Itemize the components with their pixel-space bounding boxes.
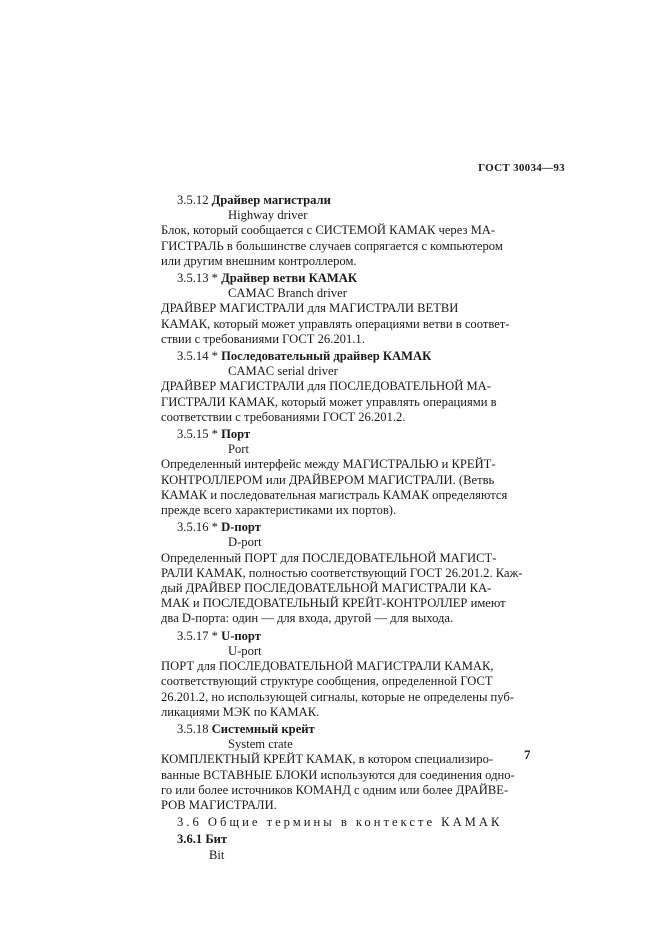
definition-line: РАЛИ КАМАК, полностью соответствующий ГОСТ 26.201.2. Каж- <box>161 565 523 580</box>
term-title: U-порт <box>221 628 261 643</box>
definition-line: ДРАЙВЕР МАГИСТРАЛИ для ПОСЛЕДОВАТЕЛЬНОЙ МА- <box>161 379 491 394</box>
term-definition <box>161 659 537 720</box>
term-heading <box>161 349 537 364</box>
definition-line: РОВ МАГИСТРАЛИ. <box>161 797 277 812</box>
term-title: Порт <box>221 427 251 442</box>
entry-3-5-13 <box>161 271 537 347</box>
section-number: 3.6 <box>177 815 202 830</box>
definition-line: Блок, который сообщается с СИСТЕМОЙ КАМАК через МА- <box>161 223 496 238</box>
term-definition <box>161 301 537 347</box>
definition-line: ДРАЙВЕР МАГИСТРАЛИ для МАГИСТРАЛИ ВЕТВИ <box>161 301 459 316</box>
term-number: 3.5.16 * <box>177 520 218 535</box>
term-number: 3.5.14 * <box>177 349 218 364</box>
definition-line: ГИСТРАЛЬ в большинстве случаев сопрягается с компьютером <box>161 238 503 253</box>
term-english: CAMAC serial driver <box>228 364 338 379</box>
term-number: 3.6.1 <box>177 832 203 847</box>
term-title: Драйвер магистрали <box>211 193 331 207</box>
term-number: 3.5.12 <box>177 193 209 207</box>
standard-code-header: ГОСТ 30034—93 <box>478 162 565 174</box>
term-title: D-порт <box>221 520 261 535</box>
entry-3-5-18 <box>161 722 537 813</box>
term-definition <box>161 457 537 518</box>
definition-line: два D-порта: один — для входа, другой — для выхода. <box>161 611 454 626</box>
entry-3-5-14 <box>161 349 537 425</box>
term-english: U-port <box>228 643 262 658</box>
definition-line: МАК и ПОСЛЕДОВАТЕЛЬНЫЙ КРЕЙТ-КОНТРОЛЛЕР имеют <box>161 596 506 611</box>
definition-line: соответствии с требованиями ГОСТ 26.201.2. <box>161 409 406 424</box>
term-number: 3.5.17 * <box>177 628 218 643</box>
term-english: CAMAC Branch driver <box>228 286 347 301</box>
definition-line: 26.201.2, но использующей сигналы, которые не определены пуб- <box>161 689 515 704</box>
definition-line: ГИСТРАЛИ КАМАК, который может управлять операциями в <box>161 394 497 409</box>
term-definition <box>161 551 537 627</box>
term-title: Системный крейт <box>211 721 315 736</box>
definition-line: Определенный интерфейс между МАГИСТРАЛЬЮ и КРЕЙТ- <box>161 457 496 472</box>
term-heading <box>161 271 537 286</box>
entry-3-5-12 <box>161 193 537 269</box>
entry-3-5-15 <box>161 427 537 518</box>
page-number: 7 <box>524 747 531 762</box>
definition-line: ванные ВСТАВНЫЕ БЛОКИ используются для соединения одно- <box>161 767 515 782</box>
term-number: 3.5.13 * <box>177 271 218 286</box>
term-english: Highway driver <box>228 208 308 223</box>
entry-3-6-1 <box>161 832 537 862</box>
definition-line: Определенный ПОРТ для ПОСЛЕДОВАТЕЛЬНОЙ МАГИСТ- <box>161 550 497 565</box>
term-heading <box>161 629 537 644</box>
entry-3-5-17 <box>161 629 537 720</box>
term-definition <box>161 223 537 269</box>
term-title: Бит <box>205 832 228 847</box>
text-column <box>161 191 537 863</box>
definition-line: соответствующий структуре сообщения, определенной ГОСТ <box>161 674 493 689</box>
term-english: D-port <box>228 535 262 550</box>
definition-line: или другим внешним контроллером. <box>161 253 357 268</box>
term-heading <box>161 722 537 737</box>
definition-line: ствии с требованиями ГОСТ 26.201.1. <box>161 331 365 346</box>
term-heading <box>161 427 537 442</box>
term-heading <box>161 832 537 847</box>
definition-line: ПОРТ для ПОСЛЕДОВАТЕЛЬНОЙ МАГИСТРАЛИ КАМАК, <box>161 659 494 674</box>
definition-line: го или более источников КОМАНД с одним или более ДРАЙВЕ- <box>161 782 509 797</box>
entry-3-5-16 <box>161 520 537 626</box>
term-number: 3.5.15 * <box>177 427 218 442</box>
term-english: Port <box>228 442 249 457</box>
term-heading <box>161 193 537 208</box>
definition-line: КОМПЛЕКТНЫЙ КРЕЙТ КАМАК, в котором специализиро- <box>161 752 494 767</box>
term-number: 3.5.18 <box>177 721 209 736</box>
term-heading <box>161 520 537 535</box>
definition-line: КАМАК и последовательная магистраль КАМАК определяются <box>161 487 508 502</box>
definition-line: дый ДРАЙВЕР ПОСЛЕДОВАТЕЛЬНОЙ МАГИСТРАЛИ КА- <box>161 581 492 596</box>
term-english: Bit <box>209 847 225 862</box>
section-title: Общие термины в контексте КАМАК <box>207 815 503 830</box>
term-title: Последовательный драйвер КАМАК <box>221 349 432 364</box>
section-heading-3-6 <box>161 815 537 830</box>
term-definition <box>161 379 537 425</box>
term-title: Драйвер ветви КАМАК <box>221 271 357 286</box>
definition-line: КАМАК, который может управлять операциями ветви в соответ- <box>161 316 510 331</box>
term-english: System crate <box>228 737 293 752</box>
term-definition <box>161 752 537 813</box>
definition-line: прежде всего характеристиками их портов). <box>161 503 397 518</box>
definition-line: ликациями МЭК по КАМАК. <box>161 704 320 719</box>
definition-line: КОНТРОЛЛЕРОМ или ДРАЙВЕРОМ МАГИСТРАЛИ. (Ветвь <box>161 472 495 487</box>
